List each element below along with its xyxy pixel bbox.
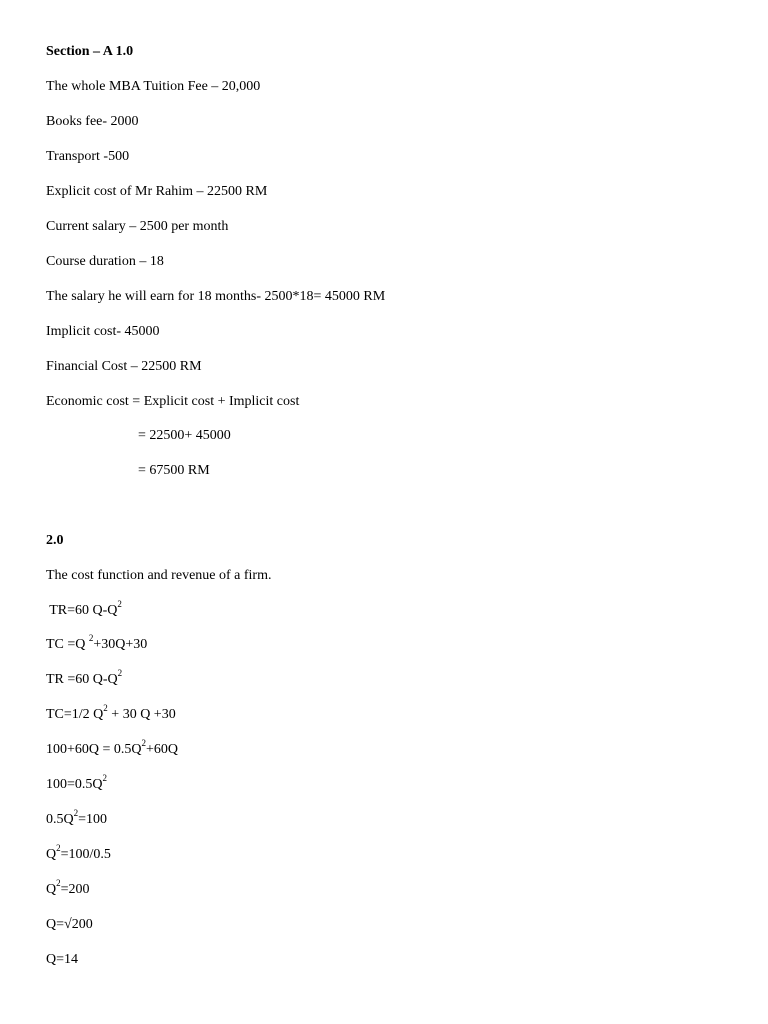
equation-text: +30Q+30 — [93, 637, 148, 652]
exponent: 2 — [141, 738, 147, 749]
current-salary-line: Current salary – 2500 per month — [46, 219, 229, 234]
equation-line — [46, 633, 148, 654]
exponent: 2 — [56, 843, 61, 854]
economic-cost-total-line: = 67500 RM — [138, 463, 210, 478]
equation-text: +60Q — [146, 742, 179, 757]
implicit-cost-line: Implicit cost- 45000 — [46, 324, 160, 339]
salary-earned-line: The salary he will earn for 18 months- 2500*18= 45000 RM — [46, 289, 386, 304]
equation-line — [46, 599, 122, 620]
exponent: 2 — [88, 633, 94, 644]
equation-text: TC =Q — [46, 637, 89, 652]
equation-text: 100=0.5Q — [46, 777, 103, 792]
tuition-fee-line: The whole MBA Tuition Fee – 20,000 — [46, 79, 261, 94]
equation-line — [46, 773, 108, 794]
exponent: 2 — [117, 668, 123, 679]
equation-line — [46, 808, 108, 829]
exponent: 2 — [73, 808, 79, 819]
equation-text: TR=60 Q-Q — [46, 603, 118, 618]
equation-text: =200 — [60, 882, 90, 897]
financial-cost-line: Financial Cost – 22500 RM — [46, 359, 202, 374]
equation-text: + 30 Q +30 — [107, 707, 176, 722]
section-2-heading: 2.0 — [46, 533, 64, 548]
equation-text: =100/0.5 — [60, 847, 111, 862]
course-duration-line: Course duration – 18 — [46, 254, 164, 269]
equation-line — [46, 703, 176, 724]
equation-text: 0.5Q — [46, 812, 74, 827]
transport-line: Transport -500 — [46, 149, 130, 164]
equation-line — [46, 668, 123, 689]
equation-text: 100+60Q = 0.5Q — [46, 742, 142, 757]
equation-line — [46, 843, 111, 864]
equation-text: Q — [46, 847, 57, 862]
equation-line: Q=14 — [46, 952, 79, 967]
equation-text: Q — [46, 882, 57, 897]
exponent: 2 — [56, 878, 61, 889]
equation-line: Q=√200 — [46, 917, 93, 932]
economic-cost-sum-line: = 22500+ 45000 — [138, 428, 231, 443]
exponent: 2 — [117, 599, 122, 610]
equation-text: TC=1/2 Q — [46, 707, 104, 722]
equation-line — [46, 878, 90, 899]
equation-text: TR =60 Q-Q — [46, 672, 118, 687]
exponent: 2 — [102, 773, 108, 784]
cost-function-intro: The cost function and revenue of a firm. — [46, 568, 272, 583]
section-a-heading: Section – A 1.0 — [46, 44, 134, 59]
exponent: 2 — [103, 703, 108, 714]
economic-cost-line: Economic cost = Explicit cost + Implicit cost — [46, 394, 300, 409]
books-fee-line: Books fee- 2000 — [46, 114, 139, 129]
equation-line — [46, 738, 179, 759]
equation-text: =100 — [78, 812, 108, 827]
explicit-cost-line: Explicit cost of Mr Rahim – 22500 RM — [46, 184, 268, 199]
